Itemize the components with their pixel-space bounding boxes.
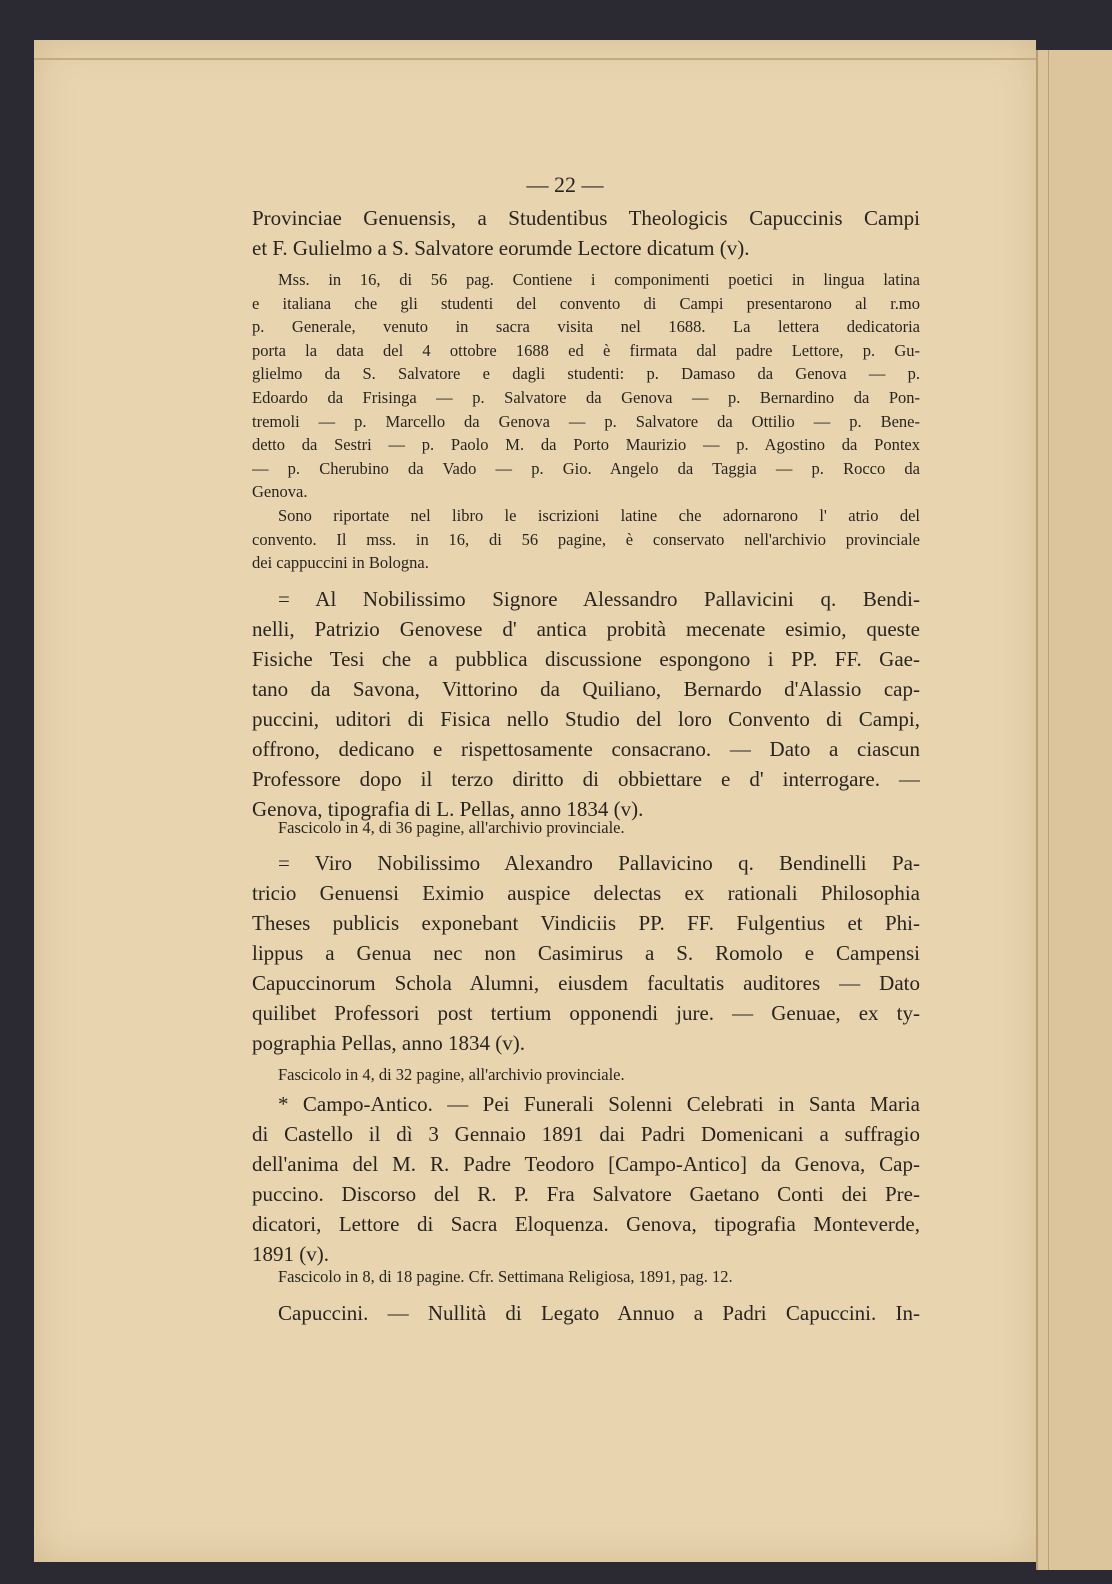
entry-capuccini — [252, 1298, 920, 1328]
text-line: porta la data del 4 ottobre 1688 ed è firmata dal padre Lettore, p. Gu- — [252, 340, 920, 360]
text-line: quilibet Professori post tertium opponendi jure. — Genuae, ex ty- — [252, 1001, 920, 1025]
text-line: nelli, Patrizio Genovese d' antica probità mecenate esimio, queste — [252, 617, 920, 641]
text-line: Theses publicis exponebant Vindiciis PP. FF. Fulgentius et Phi- — [252, 911, 920, 935]
text-line: p. Generale, venuto in sacra visita nel 1688. La lettera dedicatoria — [252, 317, 920, 337]
note-fascicolo-18 — [252, 1265, 920, 1289]
text-line: glielmo da S. Salvatore e dagli studenti: p. Damaso da Genova — p. — [252, 364, 920, 384]
text-line: tremoli — p. Marcello da Genova — p. Salvatore da Ottilio — p. Bene- — [252, 411, 920, 431]
text-line: Capuccini. — Nullità di Legato Annuo a Padri Capuccini. In- — [278, 1301, 920, 1325]
text-line: Genova, tipografia di L. Pellas, anno 1834 (v). — [252, 797, 644, 821]
text-line: Provinciae Genuensis, a Studentibus Theologicis Capuccinis Campi — [252, 206, 920, 230]
text-line: Mss. in 16, di 56 pag. Contiene i componimenti poetici in lingua latina — [278, 270, 920, 289]
text-line: tano da Savona, Vittorino da Quiliano, Bernardo d'Alassio cap- — [252, 677, 920, 701]
text-line: et F. Gulielmo a S. Salvatore eorumde Lectore dicatum (v). — [252, 236, 750, 260]
page-fold-line — [1048, 50, 1049, 1570]
text-line: Fascicolo in 8, di 18 pagine. Cfr. Settimana Religiosa, 1891, pag. 12. — [278, 1267, 733, 1286]
text-line: Capuccinorum Schola Alumni, eiusdem facultatis auditores — Dato — [252, 971, 920, 995]
note-mss — [252, 268, 920, 575]
text-line: Edoardo da Frisinga — p. Salvatore da Genova — p. Bernardino da Pon- — [252, 387, 920, 407]
entry-viro-nobilissimo — [252, 848, 920, 1058]
paragraph-provinciae — [252, 203, 920, 263]
text-line: Professore dopo il terzo diritto di obbiettare e d' interrogare. — — [252, 767, 920, 791]
text-line: Fascicolo in 4, di 36 pagine, all'archivio provinciale. — [278, 818, 625, 837]
text-line: tricio Genuensi Eximio auspice delectas ex rationali Philosophia — [252, 881, 920, 905]
entry-al-nobilissimo — [252, 584, 920, 824]
text-line: Sono riportate nel libro le iscrizioni latine che adornarono l' atrio del — [278, 505, 920, 525]
entry-campo-antico — [252, 1089, 920, 1269]
text-line: puccino. Discorso del R. P. Fra Salvatore Gaetano Conti dei Pre- — [252, 1182, 920, 1206]
text-line: dicatori, Lettore di Sacra Eloquenza. Genova, tipografia Monteverde, — [252, 1212, 920, 1236]
text-line: * Campo-Antico. — Pei Funerali Solenni Celebrati in Santa Maria — [278, 1092, 920, 1116]
text-line: pographia Pellas, anno 1834 (v). — [252, 1031, 525, 1055]
text-line: — p. Cherubino da Vado — p. Gio. Angelo da Taggia — p. Rocco da — [252, 458, 920, 478]
page-top-edge — [34, 58, 1036, 60]
text-line: = Al Nobilissimo Signore Alessandro Pallavicini q. Bendi- — [278, 587, 920, 611]
text-line: Fisiche Tesi che a pubblica discussione espongono i PP. FF. Gae- — [252, 647, 920, 671]
text-line: puccini, uditori di Fisica nello Studio del loro Convento di Campi, — [252, 707, 920, 731]
text-line: offrono, dedicano e rispettosamente consacrano. — Dato a ciascun — [252, 737, 920, 761]
text-line: e italiana che gli studenti del convento di Campi presentarono al r.mo — [252, 293, 920, 313]
text-line: convento. Il mss. in 16, di 56 pagine, è conservato nell'archivio provinciale — [252, 529, 920, 549]
text-line: = Viro Nobilissimo Alexandro Pallavicino q. Bendinelli Pa- — [278, 851, 920, 875]
note-fascicolo-32 — [252, 1063, 920, 1087]
page-number: — 22 — — [526, 172, 604, 197]
text-line: lippus a Genua nec non Casimirus a S. Romolo e Campensi — [252, 941, 920, 965]
text-line: dei cappuccini in Bologna. — [252, 553, 429, 573]
text-line: 1891 (v). — [252, 1242, 329, 1266]
note-fascicolo-36 — [252, 816, 920, 840]
text-line: dell'anima del M. R. Padre Teodoro [Campo-Antico] da Genova, Cap- — [252, 1152, 920, 1176]
text-line: Fascicolo in 4, di 32 pagine, all'archivio provinciale. — [278, 1065, 625, 1084]
text-line: di Castello il dì 3 Gennaio 1891 dai Padri Domenicani a suffragio — [252, 1122, 920, 1146]
text-line: detto da Sestri — p. Paolo M. da Porto Maurizio — p. Agostino da Pontex — [252, 435, 920, 455]
text-line: Genova. — [252, 482, 308, 502]
